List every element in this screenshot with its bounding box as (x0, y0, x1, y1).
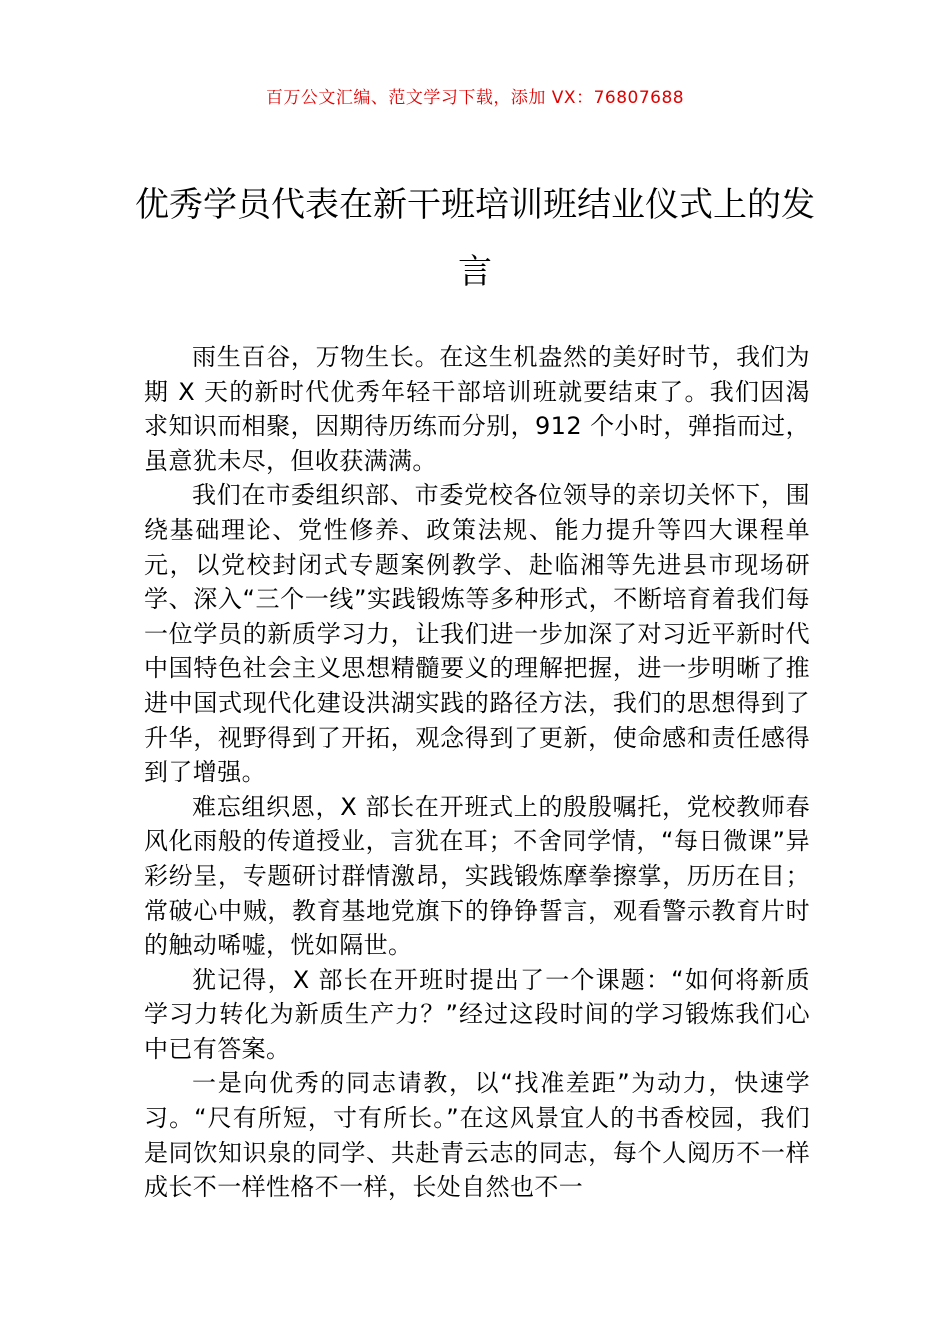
document-body (144, 340, 810, 1205)
paragraph-4: 犹记得，X 部长在开班时提出了一个课题：“如何将新质学习力转化为新质生产力？”经过这段时间的学习锻炼我们心中已有答案。 (144, 965, 810, 1063)
watermark-header: 百万公文汇编、范文学习下载，添加 VX：76807688 (265, 88, 685, 108)
paragraph-1: 雨生百谷，万物生长。在这生机盎然的美好时节，我们为期 X 天的新时代优秀年轻干部培训班就要结束了。我们因渴求知识而相聚，因期待历练而分别，912 个小时，弹指而过，虽意犹未尽，但收获满满。 (144, 343, 810, 475)
paragraph-3: 难忘组织恩，X 部长在开班式上的殷殷嘱托，党校教师春风化雨般的传道授业，言犹在耳；不舍同学情，“每日微课”异彩纷呈，专题研讨群情激昂，实践锻炼摩拳擦掌，历历在目；常破心中贼，教育基地党旗下的铮铮誓言，观看警示教育片时的触动唏嘘，恍如隔世。 (144, 792, 810, 960)
paragraph-2: 我们在市委组织部、市委党校各位领导的亲切关怀下，围绕基础理论、党性修养、政策法规、能力提升等四大课程单元，以党校封闭式专题案例教学、赴临湘等先进县市现场研学、深入“三个一线”实践锻炼等多种形式，不断培育着我们每一位学员的新质学习力，让我们进一步加深了对习近平新时代中国特色社会主义思想精髓要义的理解把握，进一步明晰了推进中国式现代化建设洪湖实践的路径方法，我们的思想得到了升华，视野得到了开拓，观念得到了更新，使命感和责任感得到了增强。 (144, 481, 810, 787)
document-title: 优秀学员代表在新干班培训班结业仪式上的发言 (135, 185, 815, 292)
paragraph-5: 一是向优秀的同志请教，以“找准差距”为动力，快速学习。“尺有所短，寸有所长。”在这风景宜人的书香校园，我们是同饮知识泉的同学、共赴青云志的同志，每个人阅历不一样成长不一样性格不一样，长处自然也不一 (144, 1069, 810, 1202)
